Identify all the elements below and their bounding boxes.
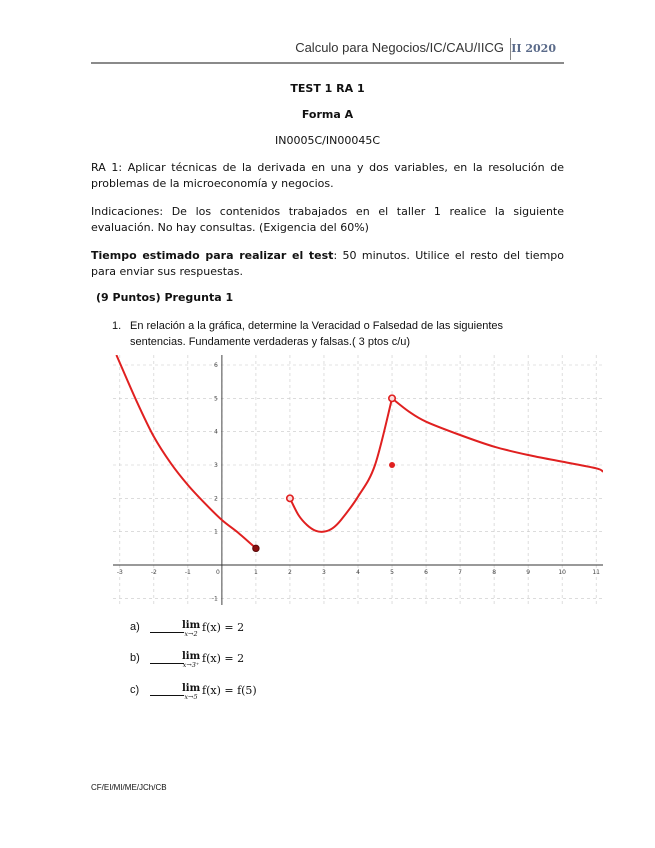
indications: Indicaciones: De los contenidos trabajados en el taller 1 realice la siguiente evaluación. No hay consultas. (Exigencia del 60%)	[91, 205, 564, 234]
open-point	[287, 495, 293, 501]
item-text: En relación a la gráfica, determine la Veracidad o Falsedad de las siguientes sentencias. Fundamente verdaderas y falsas.( 3 ptos c/u)	[130, 320, 504, 348]
x-tick-label: 6	[424, 569, 428, 576]
term-label: II 2020	[511, 42, 556, 55]
x-tick-label: 4	[356, 569, 360, 576]
limit-notation	[182, 683, 200, 701]
option-letter: c)	[130, 684, 140, 696]
lim-word: lim	[182, 683, 201, 694]
y-tick-label: 2	[214, 495, 218, 503]
test-title: TEST 1 RA 1	[290, 82, 365, 95]
y-tick-label: 4	[214, 428, 218, 436]
x-tick-label: 7	[458, 569, 462, 576]
y-tick-label: -1	[211, 595, 218, 603]
function-graph	[113, 355, 603, 605]
x-tick-label: 10	[558, 569, 566, 576]
x-tick-label: 3	[322, 569, 326, 576]
x-tick-label: -3	[116, 569, 123, 576]
form-label: Forma A	[301, 108, 354, 121]
function-curve	[116, 355, 256, 548]
item-number: 1.	[112, 320, 122, 332]
limit-notation	[182, 651, 200, 669]
option-letter: a)	[130, 621, 140, 633]
answer-blank[interactable]	[150, 684, 184, 696]
closed-point	[389, 462, 395, 468]
option-letter: b)	[130, 652, 140, 664]
course-code: IN0005C/IN00045C	[275, 134, 380, 147]
y-tick-label: 5	[214, 395, 218, 403]
footer-initials: CF/EI/MI/ME/JCh/CB	[91, 783, 167, 792]
open-point	[389, 395, 395, 401]
option-expression: f(x) = 2	[202, 652, 245, 665]
x-tick-label: 2	[288, 569, 292, 576]
x-tick-label: 0	[216, 569, 220, 576]
x-tick-label: 11	[592, 569, 601, 576]
ra-statement: RA 1: Aplicar técnicas de la derivada en una y dos variables, en la resolución de problemas de la microeconomía y negocios.	[91, 161, 564, 190]
closed-point	[253, 545, 259, 551]
x-tick-label: 9	[526, 569, 531, 576]
answer-blank[interactable]	[150, 652, 184, 664]
y-tick-label: 1	[214, 528, 218, 536]
x-tick-label: -1	[184, 569, 191, 576]
page-header	[91, 38, 564, 64]
answer-blank[interactable]	[150, 621, 184, 633]
limit-notation	[182, 620, 200, 638]
limit-subscript: x→2	[184, 630, 198, 638]
x-tick-label: -2	[150, 569, 157, 576]
y-tick-label: 3	[214, 462, 218, 469]
lim-word: lim	[182, 651, 201, 662]
course-title: Calculo para Negocios/IC/CAU/IICG	[295, 40, 504, 55]
x-tick-label: 8	[492, 569, 497, 576]
question-title: (9 Puntos) Pregunta 1	[96, 291, 234, 304]
y-tick-label: 6	[214, 362, 218, 369]
time-label: Tiempo estimado para realizar el test	[91, 249, 334, 262]
limit-subscript: x→3⁺	[182, 661, 200, 669]
lim-word: lim	[182, 620, 201, 631]
x-tick-label: 5	[390, 569, 394, 576]
limit-subscript: x→5	[184, 693, 198, 701]
option-expression: f(x) = f(5)	[202, 684, 257, 697]
option-expression: f(x) = 2	[202, 621, 245, 634]
time-estimate	[91, 248, 564, 280]
x-tick-label: 1	[254, 569, 258, 576]
time-text: : 50 minutos. Utilice el resto del tiempo para enviar sus respuestas.	[91, 249, 564, 278]
function-curve	[392, 398, 603, 471]
